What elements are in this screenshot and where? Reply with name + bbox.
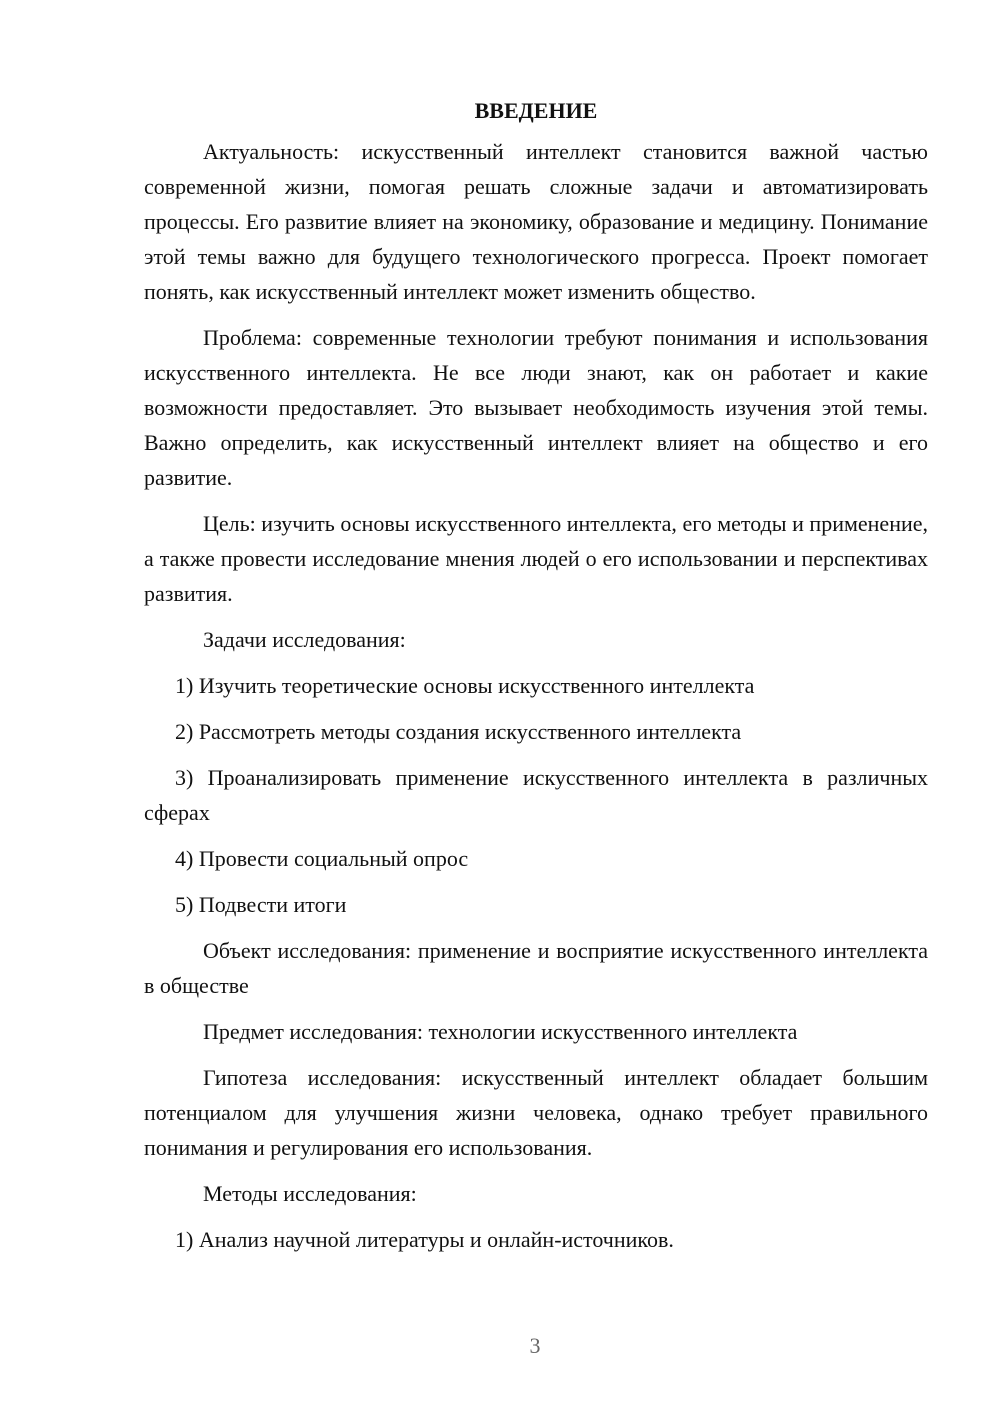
- paragraph-relevance: Актуальность: искусственный интеллект становится важной частью современной жизни, помогая решать сложные задачи и автоматизировать процессы. Его развитие влияет на экономику, образование и медицину. Понимание этой темы важно для будущего технологического прогресса. Проект помогает понять, как искусственный интеллект может изменить общество.: [144, 139, 928, 304]
- method-item-1: 1) Анализ научной литературы и онлайн-источников.: [175, 1227, 674, 1252]
- page-number: 3: [529, 1333, 541, 1358]
- task-item-5: 5) Подвести итоги: [175, 892, 347, 917]
- task-item-2: 2) Рассмотреть методы создания искусственного интеллекта: [175, 719, 742, 744]
- task-item-3: 3) Проанализировать применение искусственного интеллекта в различных сферах: [144, 765, 928, 825]
- paragraph-object: Объект исследования: применение и восприятие искусственного интеллекта в обществе: [144, 938, 928, 998]
- page-content: [144, 93, 928, 1268]
- section-title: ВВЕДЕНИЕ: [474, 98, 598, 123]
- task-item-4: 4) Провести социальный опрос: [175, 846, 469, 871]
- paragraph-subject: Предмет исследования: технологии искусственного интеллекта: [203, 1019, 798, 1044]
- paragraph-goal: Цель: изучить основы искусственного интеллекта, его методы и применение, а также провести исследование мнения людей о его использовании и перспективах развития.: [144, 511, 928, 606]
- task-item-1: 1) Изучить теоретические основы искусственного интеллекта: [175, 673, 755, 698]
- methods-heading: Методы исследования:: [203, 1181, 417, 1206]
- paragraph-hypothesis: Гипотеза исследования: искусственный интеллект обладает большим потенциалом для улучшения жизни человека, однако требует правильного понимания и регулирования его использования.: [144, 1065, 928, 1160]
- tasks-heading: Задачи исследования:: [203, 627, 406, 652]
- paragraph-problem: Проблема: современные технологии требуют понимания и использования искусственного интеллекта. Не все люди знают, как он работает и какие возможности предоставляет. Это вызывает необходимость изучения этой темы. Важно определить, как искусственный интеллект влияет на общество и его развитие.: [144, 325, 928, 490]
